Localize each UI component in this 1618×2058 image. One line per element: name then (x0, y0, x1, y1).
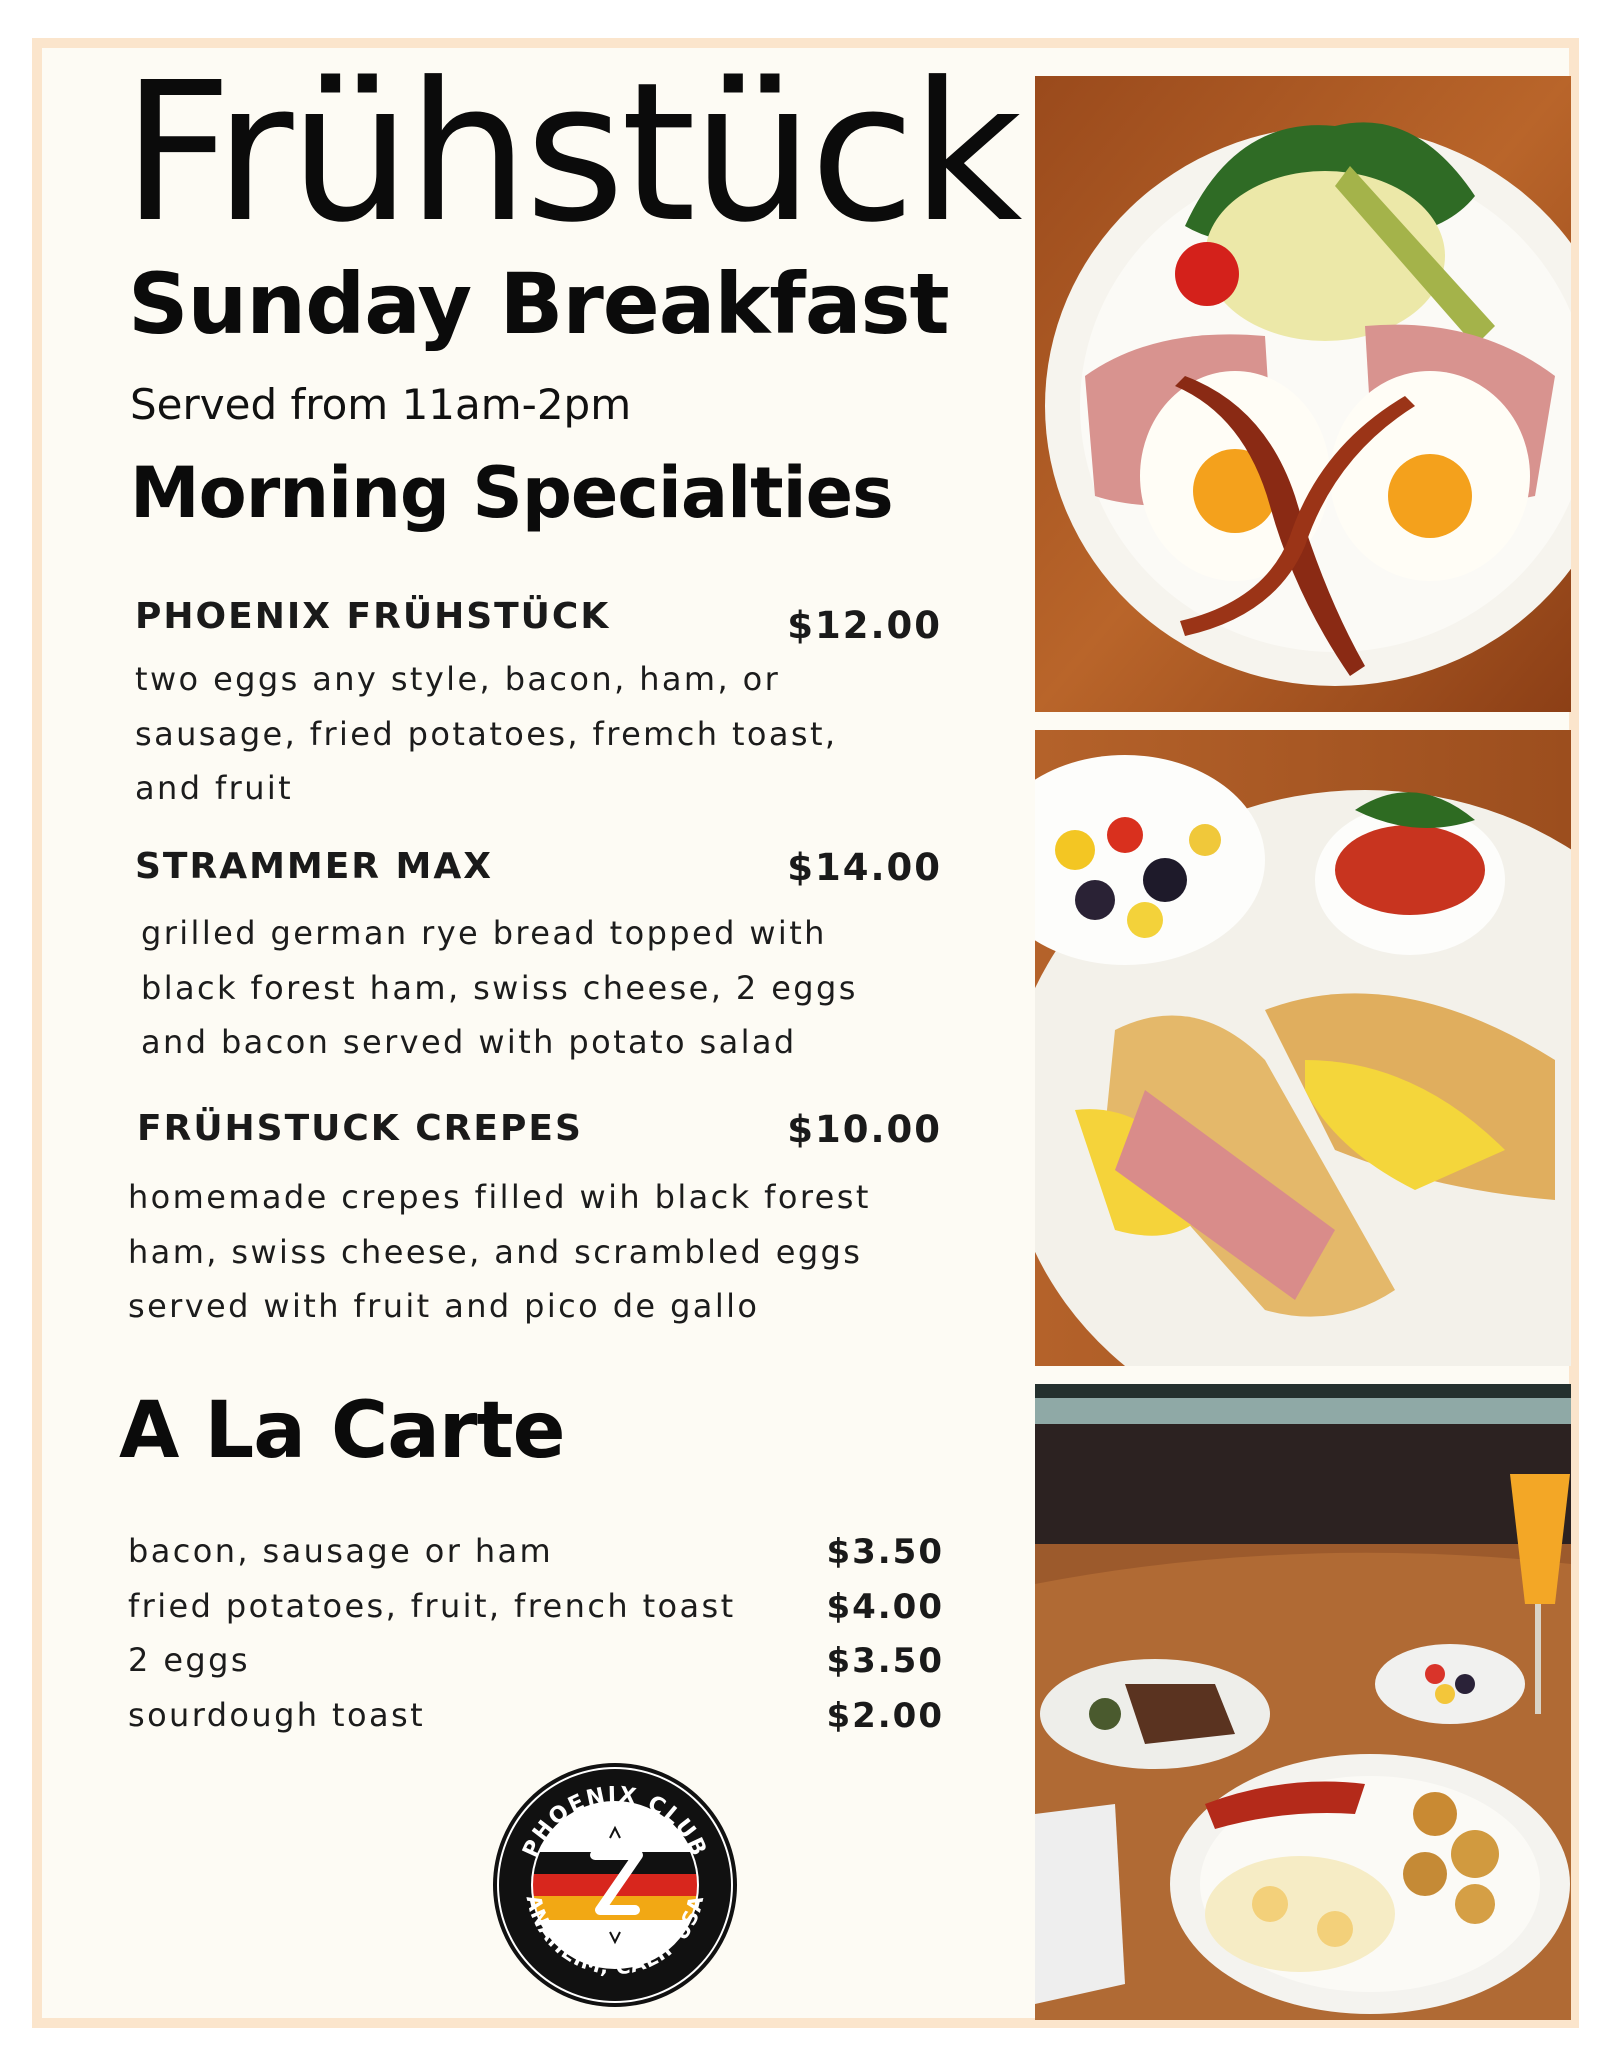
item-name: FRÜHSTUCK CREPES (137, 1108, 583, 1149)
alc-item-label: sourdough toast (128, 1695, 426, 1734)
list-item (128, 1641, 944, 1696)
menu-title: Frühstück (122, 42, 1019, 265)
alc-item-price: $3.50 (826, 1641, 944, 1681)
photo-a-la-carte-table (1035, 1384, 1571, 2020)
alc-item-price: $2.00 (826, 1695, 944, 1736)
phoenix-club-logo (490, 1760, 740, 2010)
photo-phoenix-fruhstuck-image (1035, 76, 1571, 712)
item-description-line: grilled german rye bread topped with (141, 914, 827, 952)
item-description (135, 652, 838, 816)
specialties-heading: Morning Specialties (130, 452, 893, 534)
item-description-line: sausage, fried potatoes, fremch toast, (135, 714, 838, 753)
item-name: PHOENIX FRÜHSTÜCK (135, 596, 611, 637)
item-description-line: homemade crepes filled wih black forest (128, 1178, 871, 1216)
list-item (128, 1532, 944, 1587)
item-description-line: and fruit (135, 769, 294, 807)
logo-bottom-text: ANAHEIM, CALIF USA (521, 1892, 709, 1980)
a-la-carte-list (128, 1532, 944, 1750)
item-description (141, 906, 858, 1070)
alc-item-label: bacon, sausage or ham (128, 1532, 554, 1570)
alc-item-label: 2 eggs (128, 1641, 250, 1679)
list-item (128, 1587, 944, 1642)
alc-item-price: $4.00 (826, 1586, 944, 1627)
item-price: $12.00 (787, 604, 942, 647)
alc-item-price: $3.50 (826, 1532, 944, 1572)
item-name: STRAMMER MAX (135, 846, 494, 887)
item-description-line: black forest ham, swiss cheese, 2 eggs (141, 968, 858, 1007)
logo-top-text: PHOENIX CLUB (518, 1782, 712, 1862)
item-description (128, 1170, 871, 1334)
photo-a-la-carte-table-image (1035, 1384, 1571, 2020)
photo-fruhstuck-crepes-image (1035, 730, 1571, 1366)
item-description-line: two eggs any style, bacon, ham, or (135, 660, 781, 698)
item-price: $14.00 (787, 846, 942, 889)
item-description-line: and bacon served with potato salad (141, 1023, 797, 1061)
item-description-line: ham, swiss cheese, and scrambled eggs (128, 1232, 863, 1271)
list-item (128, 1696, 944, 1751)
a-la-carte-heading: A La Carte (119, 1386, 565, 1476)
alc-item-label: fried potatoes, fruit, french toast (128, 1586, 736, 1625)
item-description-line: served with fruit and pico de gallo (128, 1287, 760, 1325)
photo-phoenix-fruhstuck (1035, 76, 1571, 712)
menu-subtitle: Sunday Breakfast (128, 255, 949, 353)
item-price: $10.00 (787, 1108, 942, 1151)
serving-hours: Served from 11am-2pm (130, 380, 632, 429)
photo-fruhstuck-crepes (1035, 730, 1571, 1366)
